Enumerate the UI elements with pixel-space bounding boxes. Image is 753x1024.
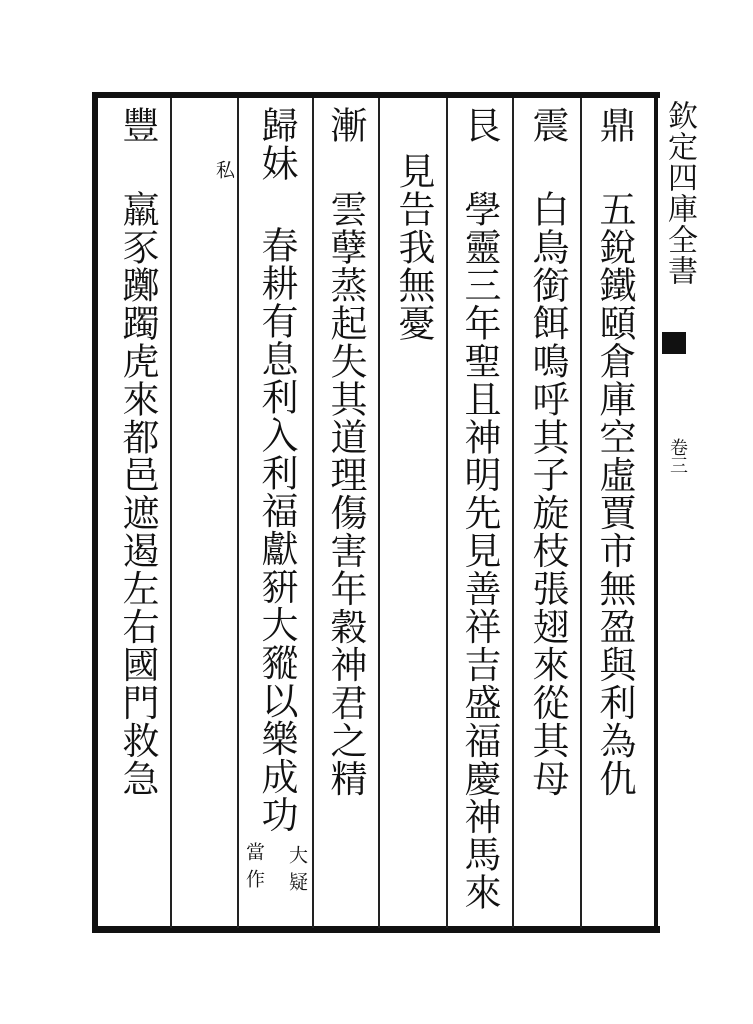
hexagram-ding: 鼎 (593, 106, 636, 144)
fish-tail-mark (662, 332, 686, 354)
column-rule (170, 98, 172, 928)
column-rule (446, 98, 448, 928)
commentary-note-c: 私 (213, 160, 235, 187)
column-rule (312, 98, 314, 928)
frame-right-border (654, 94, 658, 932)
verse-ding: 五銳鐵頤倉庫空虛賈市無盈與利為仇 (593, 190, 636, 798)
hexagram-guimei: 歸妹 (255, 106, 298, 182)
column-rule (512, 98, 514, 928)
commentary-note-a: 大疑 (286, 845, 308, 899)
verse-gen-continued: 見告我無憂 (392, 152, 435, 342)
commentary-note-b: 當作 (243, 842, 265, 896)
volume-label: 卷三 (667, 438, 688, 474)
column-rule (378, 98, 380, 928)
frame-top-border (92, 92, 660, 98)
column-rule (580, 98, 582, 928)
hexagram-zhen: 震 (526, 106, 569, 144)
column-rule (237, 98, 239, 928)
frame-left-border (92, 94, 98, 932)
verse-guimei: 春耕有息利入利福獻豣大豵以樂成功 (255, 226, 298, 834)
hexagram-jian: 漸 (324, 106, 367, 144)
frame-bottom-border (92, 926, 660, 933)
verse-feng: 羸豕躑躅虎來都邑遮遏左右國門救急 (116, 190, 159, 798)
hexagram-feng: 豐 (116, 106, 159, 144)
hexagram-gen: 艮 (458, 106, 501, 144)
verse-jian: 雲孽蒸起失其道理傷害年穀神君之精 (324, 190, 367, 798)
verse-zhen: 白鳥銜餌鳴呼其子旋枝張翅來從其母 (526, 190, 569, 798)
verse-gen: 學靈三年聖且神明先見善祥吉盛福慶神馬來 (458, 190, 501, 912)
book-title: 欽定四庫全書 (662, 100, 697, 286)
